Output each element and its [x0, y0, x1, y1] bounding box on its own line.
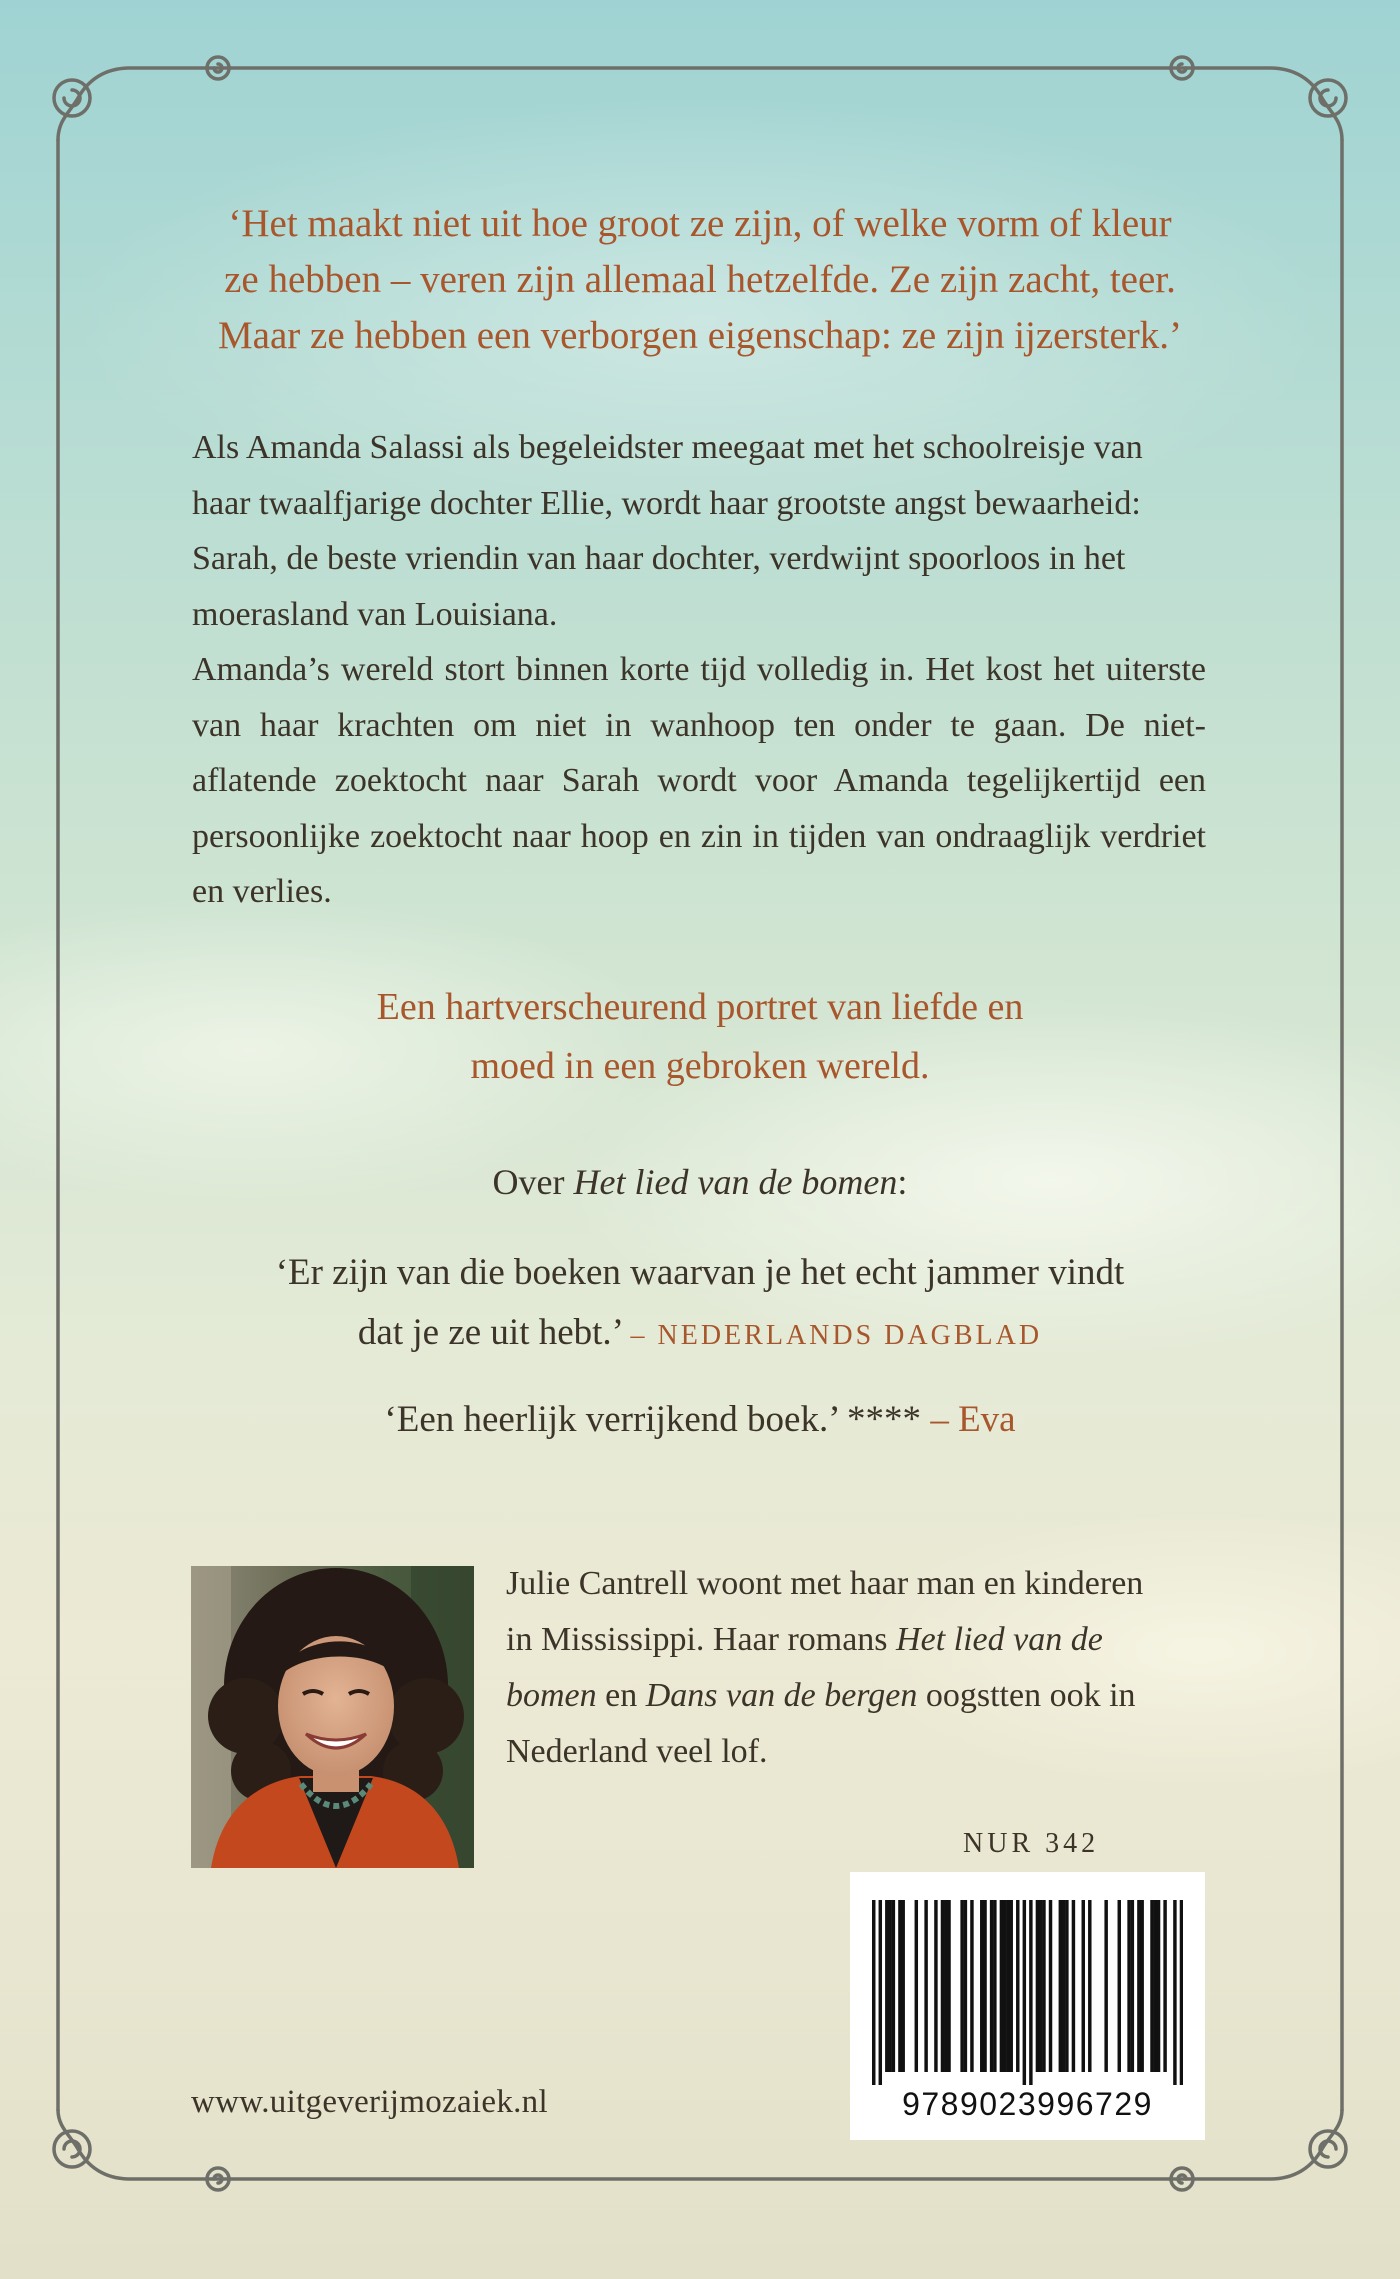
quote-line: ze hebben – veren zijn allemaal hetzelfde. Ze zijn zacht, teer.: [224, 258, 1176, 301]
quote-line: Maar ze hebben een verborgen eigenschap: ze zijn ijzersterk.’: [217, 314, 1183, 357]
review-source: – NEDERLANDS DAGBLAD: [630, 1320, 1043, 1351]
book-blurb: [192, 420, 1206, 920]
barcode-bar: [1150, 1900, 1153, 2072]
barcode-bars: [872, 1900, 1183, 2085]
bio-text: in Mississippi. Haar romans: [506, 1621, 897, 1658]
barcode-bar: [1023, 1900, 1026, 2085]
corner-ornament-icon: [54, 57, 1346, 2190]
barcode-bar: [872, 1900, 875, 2085]
tagline-line: Een hartverscheurend portret van liefde en: [376, 986, 1024, 1028]
barcode-bar: [1072, 1900, 1075, 2072]
reviews-intro-suffix: :: [897, 1162, 908, 1202]
barcode-bar: [1180, 1900, 1183, 2085]
tagline: [190, 978, 1210, 1096]
barcode-bar: [960, 1900, 963, 2072]
barcode-bar: [1036, 1900, 1039, 2072]
publisher-website[interactable]: www.uitgeverijmozaiek.nl: [191, 2084, 548, 2120]
barcode-bar: [888, 1900, 891, 2072]
nur-code: NUR 342: [963, 1828, 1100, 1859]
bio-book-title: Het lied van de: [896, 1621, 1103, 1658]
review-eva: [190, 1390, 1210, 1450]
barcode-bar: [1029, 1900, 1032, 2085]
bio-text: en: [596, 1677, 646, 1714]
barcode-bar: [1173, 1900, 1176, 2085]
reviews-intro-title: Het lied van de bomen: [573, 1162, 898, 1202]
barcode-bar: [1039, 1900, 1042, 2072]
barcode-bar: [1003, 1900, 1006, 2072]
barcode-bar: [1082, 1900, 1085, 2072]
isbn-number: 9789023996729: [902, 2086, 1153, 2122]
barcode-bar: [885, 1900, 888, 2072]
barcode-bar: [1000, 1900, 1003, 2072]
barcode-bar: [1016, 1900, 1019, 2072]
barcode-bar: [1009, 1900, 1012, 2072]
barcode: [850, 1872, 1205, 2140]
barcode-bar: [1127, 1900, 1130, 2072]
barcode-bar: [1137, 1900, 1140, 2072]
author-photo: [191, 1566, 474, 1868]
author-bio: [506, 1556, 1206, 1780]
barcode-bar: [990, 1900, 993, 2072]
barcode-bar: [915, 1900, 918, 2072]
bio-line: Julie Cantrell woont met haar man en kinderen: [506, 1565, 1144, 1602]
reviews-intro: [190, 1155, 1210, 1210]
barcode-bar: [879, 1900, 882, 2085]
reviews-intro-prefix: Over: [492, 1162, 574, 1202]
barcode-bar: [993, 1900, 996, 2072]
barcode-bar: [970, 1900, 973, 2072]
bio-text: oogstten ook in: [917, 1677, 1136, 1714]
barcode-bar: [901, 1900, 904, 2072]
blurb-paragraph: Als Amanda Salassi als begeleidster meegaat met het schoolreisje van haar twaalfjarige dochter Ellie, wordt haar grootste angst bewaarheid: Sarah, de beste vriendin van haar dochter, verdwijnt spoorloos in het moerasland van Louisiana.: [192, 429, 1143, 633]
barcode-bar: [980, 1900, 983, 2072]
review-text-line: ‘Er zijn van die boeken waarvan je het echt jammer vindt: [275, 1252, 1125, 1293]
barcode-bar: [1059, 1900, 1062, 2072]
barcode-bar: [941, 1900, 944, 2072]
author-portrait-icon: [191, 1566, 474, 1868]
blurb-paragraph: Amanda’s wereld stort binnen korte tijd volledig in. Het kost het uiterste van haar krachten om niet in wanhoop ten onder te gaan. De niet-aflatende zoektocht naar Sarah wordt voor Amanda tegelijkertijd een persoonlijke zoektocht naar hoop en zin in tijden van ondraaglijk verdriet en verlies.: [192, 651, 1206, 910]
barcode-bar: [1157, 1900, 1160, 2072]
bio-book-title: bomen: [506, 1677, 597, 1714]
barcode-bar: [1163, 1900, 1166, 2072]
barcode-bar: [1118, 1900, 1121, 2072]
barcode-bar: [1131, 1900, 1134, 2072]
barcode-bar: [1104, 1900, 1107, 2072]
barcode-bar: [983, 1900, 986, 2072]
review-text: ‘Een heerlijk verrijkend boek.’ ****: [384, 1399, 922, 1440]
barcode-bar: [892, 1900, 895, 2072]
barcode-bar: [924, 1900, 927, 2072]
quote-line: ‘Het maakt niet uit hoe groot ze zijn, of welke vorm of kleur: [228, 202, 1172, 245]
feather-quote: [190, 196, 1210, 364]
barcode-bar: [964, 1900, 967, 2072]
barcode-bar: [1140, 1900, 1143, 2072]
barcode-bar: [934, 1900, 937, 2072]
barcode-bar: [1088, 1900, 1091, 2072]
barcode-bar: [1065, 1900, 1068, 2072]
bio-line: Nederland veel lof.: [506, 1733, 768, 1770]
barcode-bar: [1049, 1900, 1052, 2072]
barcode-bar: [898, 1900, 901, 2072]
review-nederlands-dagblad: [190, 1243, 1210, 1366]
barcode-bar: [947, 1900, 950, 2072]
review-source: – Eva: [930, 1399, 1016, 1440]
tagline-line: moed in een gebroken wereld.: [470, 1045, 930, 1087]
barcode-bar: [1154, 1900, 1157, 2072]
barcode-bar: [1062, 1900, 1065, 2072]
bio-book-title: Dans van de bergen: [645, 1677, 918, 1714]
review-text-line: dat je ze uit hebt.’: [357, 1312, 622, 1353]
barcode-bar: [944, 1900, 947, 2072]
barcode-bar: [1042, 1900, 1045, 2072]
barcode-bar: [1006, 1900, 1009, 2072]
